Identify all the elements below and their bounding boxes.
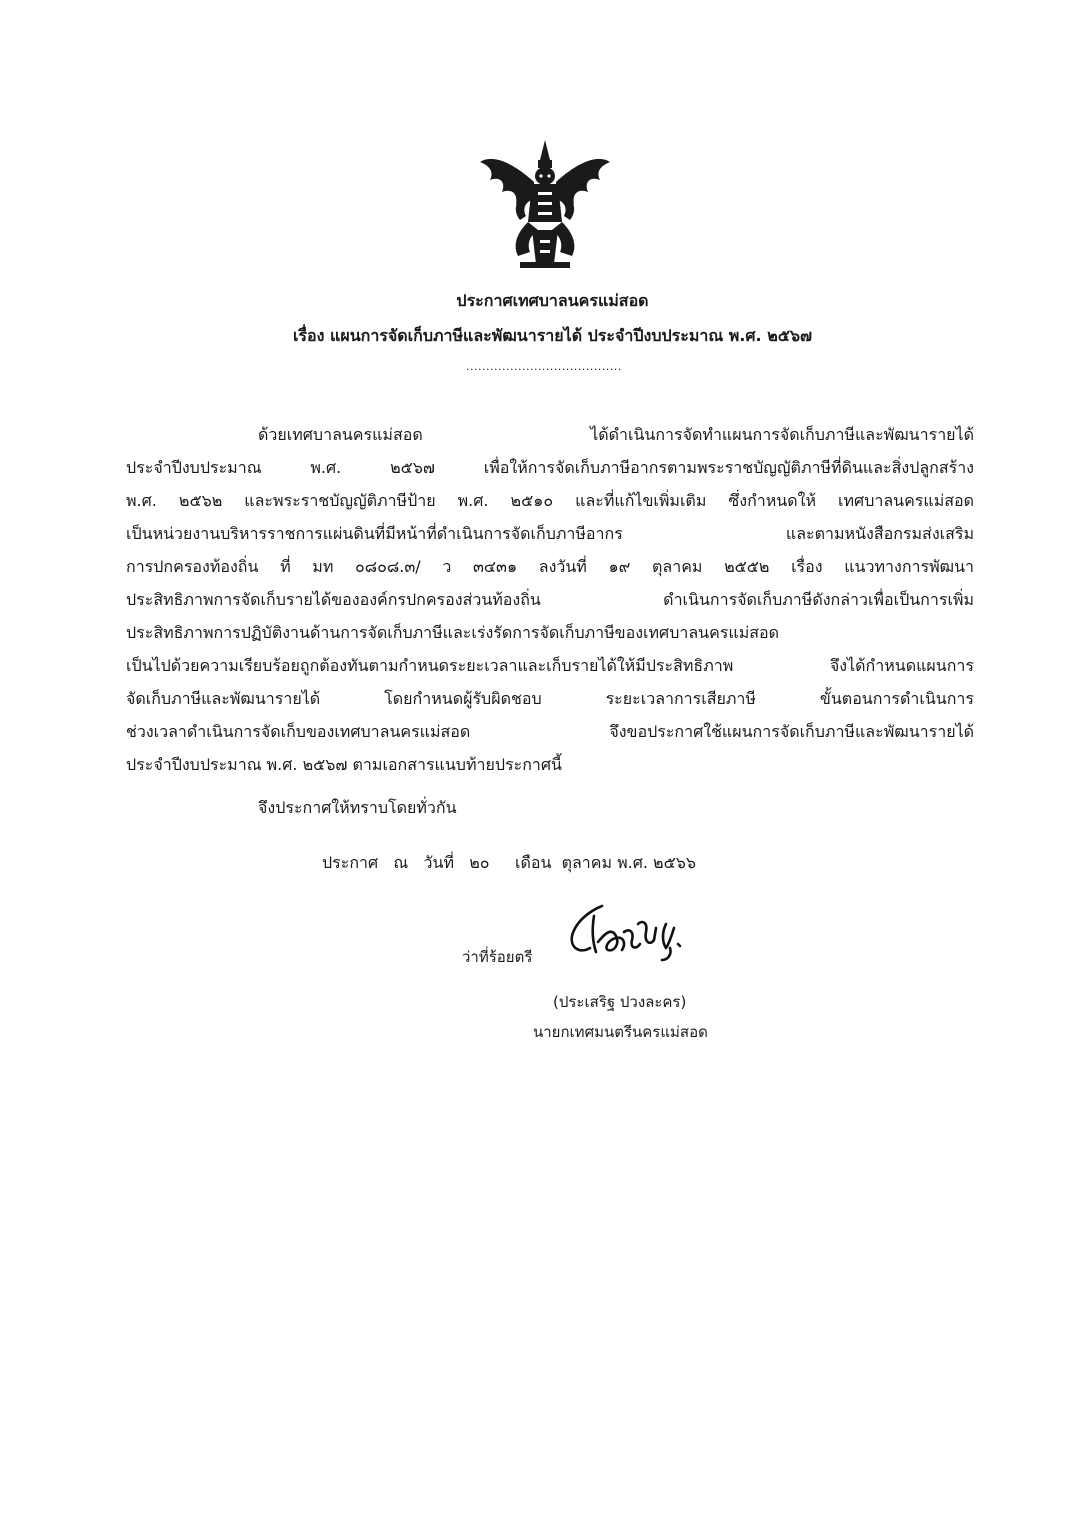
body-line: ช่วงเวลาดำเนินการจัดเก็บของเทศบาลนครแม่สอด จึงขอประกาศใช้แผนการจัดเก็บภาษีและพัฒนารายได้: [126, 722, 974, 741]
signer-position: นายกเทศมนตรีนครแม่สอด: [533, 1023, 708, 1041]
body-line: ประจำปีงบประมาณ พ.ศ. ๒๕๖๗ เพื่อให้การจัดเก็บภาษีอากรตามพระราชบัญญัติภาษีที่ดินและสิ่งปลูกสร้าง: [126, 458, 974, 477]
body-line: การปกครองท้องถิ่น ที่ มท ๐๘๐๘.๓/ ว ๓๔๓๑ ลงวันที่ ๑๙ ตุลาคม ๒๕๕๒ เรื่อง แนวทางการพัฒนา: [126, 557, 974, 576]
title-separator: .......................................: [466, 360, 622, 373]
body-line: เป็นหน่วยงานบริหารราชการแผ่นดินที่มีหน้าที่ดำเนินการจัดเก็บภาษีอากร และตามหนังสือกรมส่งเสริม: [126, 524, 974, 543]
handwritten-signature: [562, 902, 702, 972]
document-title: ประกาศเทศบาลนครแม่สอด: [456, 291, 649, 310]
closing-statement: จึงประกาศให้ทราบโดยทั่วกัน: [258, 798, 457, 817]
announcement-date: ประกาศ ณ วันที่ ๒๐ เดือน ตุลาคม พ.ศ. ๒๕๖๖: [322, 853, 697, 872]
document-subject: เรื่อง แผนการจัดเก็บภาษีและพัฒนารายได้ ประจำปีงบประมาณ พ.ศ. ๒๕๖๗: [292, 326, 813, 345]
body-line: ประสิทธิภาพการปฏิบัติงานด้านการจัดเก็บภาษีและเร่งรัดการจัดเก็บภาษีของเทศบาลนครแม่สอด: [126, 623, 780, 642]
body-line: พ.ศ. ๒๕๖๒ และพระราชบัญญัติภาษีป้าย พ.ศ. ๒๕๑๐ และที่แก้ไขเพิ่มเติม ซึ่งกำหนดให้ เทศบาลนครแม่สอด: [126, 491, 974, 510]
body-line: จัดเก็บภาษีและพัฒนารายได้ โดยกำหนดผู้รับผิดชอบ ระยะเวลาการเสียภาษี ขั้นตอนการดำเนินการ: [126, 689, 974, 708]
body-line: ประจำปีงบประมาณ พ.ศ. ๒๕๖๗ ตามเอกสารแนบท้ายประกาศนี้: [126, 755, 562, 774]
body-line: ประสิทธิภาพการจัดเก็บรายได้ขององค์กรปกครองส่วนท้องถิ่น ดำเนินการจัดเก็บภาษีดังกล่าวเพื่อเป็นการเพิ่ม: [126, 590, 974, 609]
signer-name: (ประเสริฐ ปวงละคร): [553, 993, 687, 1011]
garuda-emblem-icon: [472, 132, 618, 272]
body-line: เป็นไปด้วยความเรียบร้อยถูกต้องทันตามกำหนดระยะเวลาและเก็บรายได้ให้มีประสิทธิภาพ จึงได้กำหนดแผนการ: [126, 656, 974, 675]
signer-rank: ว่าที่ร้อยตรี: [462, 948, 533, 966]
body-line: ด้วยเทศบาลนครแม่สอด ได้ดำเนินการจัดทำแผนการจัดเก็บภาษีและพัฒนารายได้: [258, 425, 974, 444]
announcement-body: [126, 418, 974, 781]
